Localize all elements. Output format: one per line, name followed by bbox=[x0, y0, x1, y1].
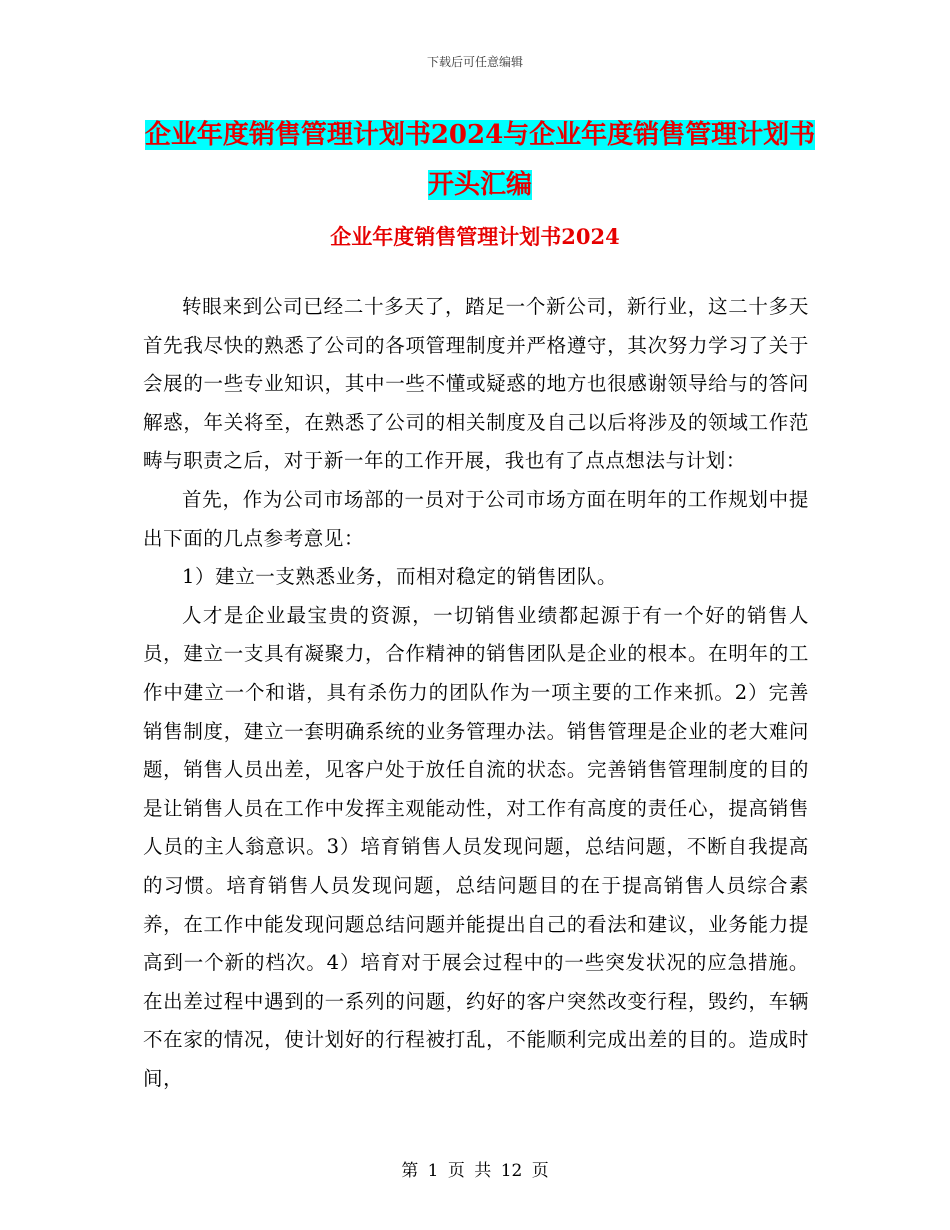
paragraph: 转眼来到公司已经二十多天了，踏足一个新公司，新行业，这二十多天首先我尽快的熟悉了公司的各项管理制度并严格遵守，其次努力学习了关于会展的一些专业知识，其中一些不懂或疑惑的地方也很感谢领导给与的答问解惑，年关将至，在熟悉了公司的相关制度及自己以后将涉及的领域工作范畴与职责之后，对于新一年的工作开展，我也有了点点想法与计划： bbox=[143, 295, 809, 473]
page-footer: 第 1 页 共 12 页 bbox=[401, 1161, 549, 1181]
document-title bbox=[140, 110, 820, 210]
document-title-text: 企业年度销售管理计划书2024与企业年度销售管理计划书开头汇编 bbox=[144, 120, 816, 200]
header-note: 下载后可任意编辑 bbox=[426, 55, 523, 69]
paragraph: 首先，作为公司市场部的一员对于公司市场方面在明年的工作规划中提出下面的几点参考意见： bbox=[143, 487, 809, 550]
paragraph: 1）建立一支熟悉业务，而相对稳定的销售团队。 bbox=[182, 565, 618, 589]
paragraph: 人才是企业最宝贵的资源，一切销售业绩都起源于有一个好的销售人员，建立一支具有凝聚力，合作精神的销售团队是企业的根本。在明年的工作中建立一个和谐，具有杀伤力的团队作为一项主要的工作来抓。2）完善销售制度，建立一套明确系统的业务管理办法。销售管理是企业的老大难问题，销售人员出差，见客户处于放任自流的状态。完善销售管理制度的目的是让销售人员在工作中发挥主观能动性，对工作有高度的责任心，提高销售人员的主人翁意识。3）培育销售人员发现问题，总结问题，不断自我提高的习惯。培育销售人员发现问题，总结问题目的在于提高销售人员综合素养，在工作中能发现问题总结问题并能提出自己的看法和建议，业务能力提高到一个新的档次。4）培育对于展会过程中的一些突发状况的应急措施。在出差过程中遇到的一系列的问题，约好的客户突然改变行程，毁约，车辆不在家的情况，使计划好的行程被打乱，不能顺利完成出差的目的。造成时间， bbox=[143, 603, 809, 1090]
body-text bbox=[143, 288, 809, 1098]
section-heading: 企业年度销售管理计划书2024 bbox=[330, 224, 620, 249]
